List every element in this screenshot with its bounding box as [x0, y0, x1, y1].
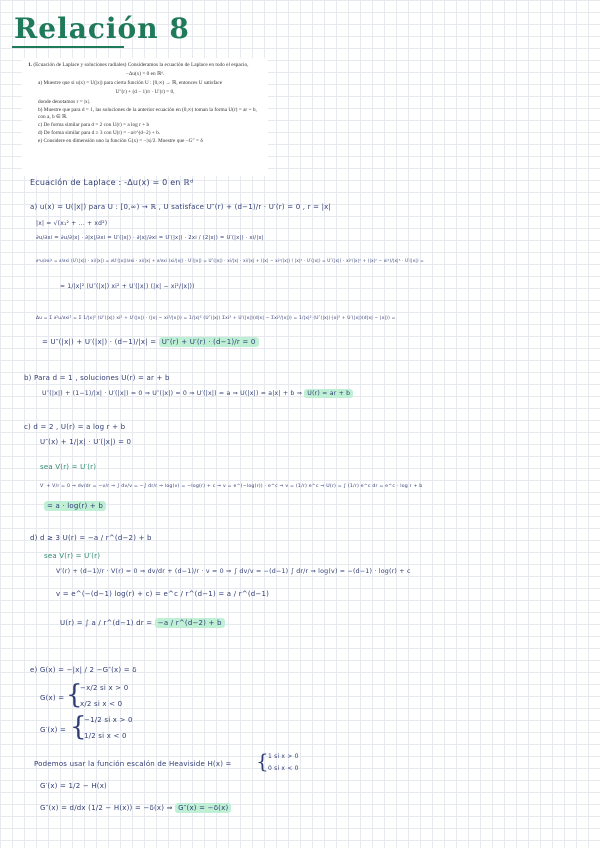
- statement-item-a: a) Muestre que si u(x) = U(|x|) para cierta función U : [0,∞) → ℝ, entonces U satisface: [38, 80, 223, 87]
- statement-item-c: c) De forma similar para d = 2 con U(r) = a log r + b: [38, 121, 150, 128]
- part-a-line-6: Δu = Σ ∂²u/∂xi² = Σ 1/|x|² (U″(|x|) xi² + U′(|x|) · (|x| − xi²/|x|)) = 1/|x|² (U″(|x|) Σxi² + U′(|x|)(d|x| − Σxi²/|x|)) = 1/|x|² (U″(|x|)·|x|² + U′(|x|)(d|x| − |x|)) =: [36, 316, 396, 321]
- part-a-line-7-text: = U″(|x|) + U′(|x|) · (d−1)/|x| =: [42, 338, 159, 346]
- statement-item-a-equation: U″(r) + (d − 1)/r · U′(r) = 0,: [115, 89, 175, 96]
- part-e-heaviside-brace: {: [256, 749, 269, 773]
- part-d-result-highlight: −a / r^(d−2) + b: [155, 618, 225, 628]
- statement-item-a-note: donde denotamos r = |x|.: [38, 98, 91, 105]
- part-e-gprime-brace: {: [70, 712, 87, 742]
- statement-item-b: b) Muestre que para d = 1, las soluciones de la anterior ecuación en (0,∞) toman la forma U(r) = ar + b, con a, b ∈ ℝ.: [38, 106, 257, 120]
- statement-equation: −Δu(x) = 0 en ℝᵈ.: [125, 71, 165, 78]
- part-d-line-1: d) d ≥ 3 U(r) = −a / r^(d−2) + b: [30, 534, 152, 542]
- part-a-result-highlight: U″(r) + U′(r) · (d−1)/r = 0: [159, 337, 259, 347]
- part-e-line-6-text: G″(x) = d/dx (1/2 − H(x)) = −δ(x) ⇒: [40, 804, 176, 812]
- part-c-line-3: sea V(r) = U′(r): [40, 463, 97, 471]
- part-e-heaviside-top: 1 si x > 0: [268, 753, 299, 760]
- part-e-heaviside-bottom: 0 si x < 0: [268, 765, 299, 772]
- part-c-line-2: U″(x) + 1/|x| · U′(|x|) = 0: [40, 438, 132, 446]
- part-a-line-4: ∂²u/∂xi² = ∂/∂xi (U′(|x|) · xi/|x|) = ∂U′(|x|)/∂xi · xi/|x| + ∂/∂xi (xi/|x|) · U′(|x|) = U″(|x|) · xi/|x| · xi/|x| + (|x| − xi²/|x|) / |x|² · U′(|x|) = U″(|x|) · xi²/|x|² + (|x|² − xi²)/|x|³ · U′(|x|) =: [36, 258, 424, 263]
- part-e-gprime-top: −1/2 si x > 0: [84, 716, 133, 724]
- part-d-line-5: [60, 619, 225, 627]
- part-a-line-3: ∂u/∂xi = ∂u/∂|x| · ∂|x|/∂xi = U′(|x|) · ∂|x|/∂xi = U′(|x|) · 2xi / (2|x|) = U′(|x|) · xi/|x|: [36, 235, 264, 241]
- part-e-line-6: [40, 804, 231, 812]
- part-e-g-top: −x/2 si x > 0: [80, 684, 129, 692]
- part-c-line-5: [44, 502, 106, 510]
- part-b-line-1: b) Para d = 1 , soluciones U(r) = ar + b: [24, 374, 170, 382]
- statement-intro: [28, 62, 262, 69]
- part-e-gprime-label: G′(x) =: [40, 726, 67, 734]
- part-e-g-bottom: x/2 si x < 0: [80, 700, 123, 708]
- part-c-line-4: V′ + V/r = 0 ⇒ dv/dr = −v/r ⇒ ∫ dv/v = −∫ dr/r ⇒ log(v) = −log(r) + c ⇒ v = e^(−log(r)) · e^c ⇒ v = (1/r) e^c ⇒ U(r) = ∫ (1/r) e^c dr = e^c · log r + b: [40, 484, 423, 489]
- part-c-result-highlight: = a · log(r) + b: [44, 501, 106, 511]
- part-e-gprime-bottom: 1/2 si x < 0: [84, 732, 127, 740]
- part-e-line-1: e) G(x) = −|x| / 2 −G″(x) = δ: [30, 666, 137, 674]
- title-underline: [12, 46, 124, 48]
- statement-item-e: e) Considere en dimensión uno la función G(x) = −|x|/2. Muestre que −G″ = δ: [38, 138, 203, 145]
- part-e-result-highlight: G″(x) = −δ(x): [175, 803, 231, 813]
- part-c-line-1: c) d = 2 , U(r) = a log r + b: [24, 423, 126, 431]
- part-d-line-4: v = e^(−(d−1) log(r) + c) = e^c / r^(d−1) = a / r^(d−1): [56, 590, 270, 598]
- part-a-line-1: a) u(x) = U(|x|) para U : [0,∞) → ℝ , U satisface U″(r) + (d−1)/r · U′(r) = 0 , r = |x|: [30, 203, 332, 211]
- part-b-result-highlight: U(r) = ar + b: [304, 389, 353, 398]
- laplace-heading: Ecuación de Laplace : -Δu(x) = 0 en ℝᵈ: [30, 178, 194, 187]
- part-a-line-2: |x| = √(x₁² + ... + xd²): [36, 220, 108, 227]
- part-a-line-7: [42, 338, 259, 346]
- problem-statement: [22, 58, 268, 176]
- part-e-g-brace: {: [66, 680, 83, 710]
- statement-item-d: d) De forma similar para d ≥ 3 con U(r) = −a/r^(d−2) + b.: [38, 130, 161, 137]
- part-d-line-5-text: U(r) = ∫ a / r^(d−1) dr =: [60, 619, 155, 627]
- part-b-line-2: [42, 390, 353, 397]
- part-d-line-2: sea V(r) = U′(r): [44, 552, 101, 560]
- part-a-line-5: = 1/|x|² (U″(|x|) xi² + U′(|x|) (|x| − xi²/|x|)): [60, 283, 195, 290]
- part-e-line-5: G′(x) = 1/2 − H(x): [40, 782, 107, 790]
- statement-number: 1.: [28, 62, 32, 68]
- part-d-line-3: V′(r) + (d−1)/r · V(r) = 0 ⇒ dv/dr + (d−1)/r · v = 0 ⇒ ∫ dv/v = −(d−1) ∫ dr/r ⇒ log(v) = −(d−1) · log(r) + c: [56, 568, 411, 575]
- part-e-heaviside: Podemos usar la función escalón de Heaviside H(x) =: [34, 760, 232, 768]
- statement-intro-text: (Ecuación de Laplace y soluciones radiales) Consideramos la ecuación de Laplace en todo el espacio,: [33, 62, 249, 68]
- part-b-line-2-text: U″(|x|) + (1−1)/|x| · U′(|x|) = 0 ⇒ U″(|x|) = 0 ⇒ U′(|x|) = a ⇒ U(|x|) = a|x| + b ⇒: [42, 390, 305, 397]
- page-title: Relación 8: [14, 12, 190, 45]
- part-e-g-label: G(x) =: [40, 694, 65, 702]
